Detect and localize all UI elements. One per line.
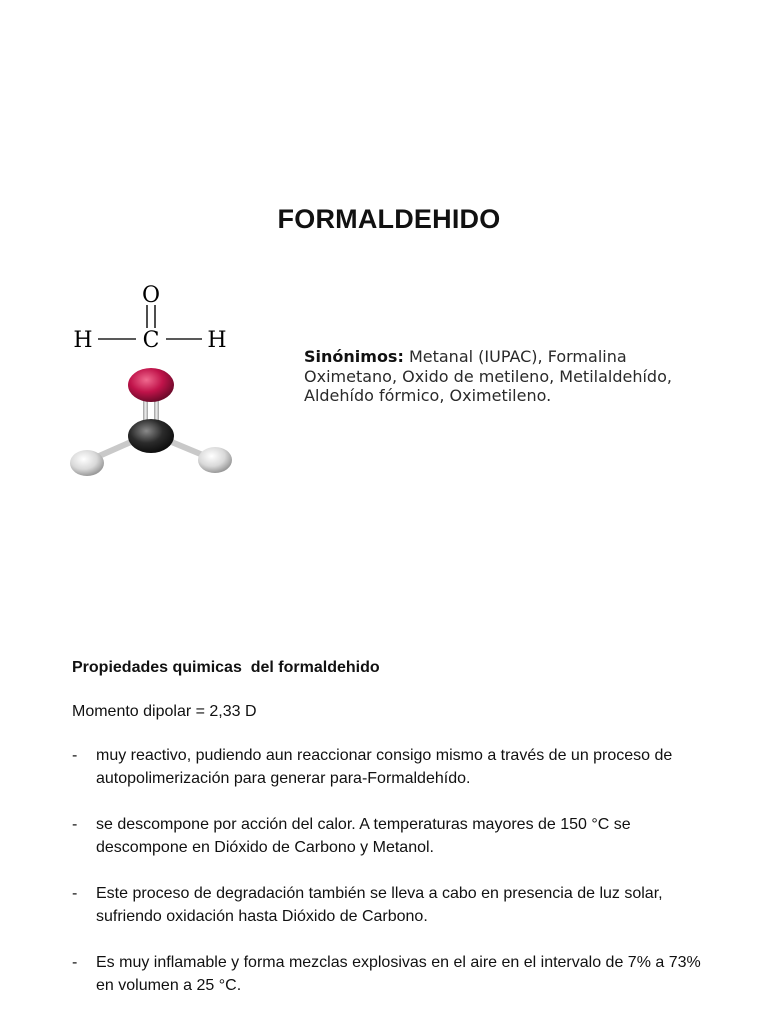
bullet-dash: -: [72, 747, 78, 764]
hydrogen-ball: [198, 447, 232, 473]
property-text: Este proceso de degradación también se lleva a cabo en presencia de luz solar, sufriendo oxidación hasta Dióxido de Carbono.: [96, 885, 663, 925]
page-title: FORMALDEHIDO: [277, 204, 501, 234]
properties-section: [72, 656, 712, 1020]
bullet-dash: -: [72, 885, 78, 902]
hydrogen-left-symbol: H: [73, 328, 93, 353]
hydrogen-ball: [70, 450, 104, 476]
property-item: [72, 882, 712, 928]
property-text: Es muy inflamable y forma mezclas explosivas en el aire en el intervalo de 7% a 73% en volumen a 25 °C.: [96, 954, 701, 994]
property-item: [72, 951, 712, 997]
carbon-ball: [128, 419, 174, 453]
formaldehyde-structure: [62, 278, 247, 488]
property-text: se descompone por acción del calor. A temperaturas mayores de 150 °C se descompone en Dióxido de Carbono y Metanol.: [96, 816, 631, 856]
bullet-dash: -: [72, 954, 78, 971]
oxygen-ball: [128, 368, 174, 402]
dipole-moment: Momento dipolar = 2,33 D: [72, 703, 257, 720]
hydrogen-right-symbol: H: [207, 328, 227, 353]
synonyms-block: [304, 347, 724, 406]
properties-heading: Propiedades quimicas del formaldehido: [72, 659, 380, 676]
oxygen-symbol: O: [141, 283, 161, 308]
property-text: muy reactivo, pudiendo aun reaccionar consigo mismo a través de un proceso de autopolimerización para generar para-Formaldehído.: [96, 747, 673, 787]
property-item: [72, 744, 712, 790]
bullet-dash: -: [72, 816, 78, 833]
property-item: [72, 813, 712, 859]
synonyms-label: Sinónimos:: [304, 347, 404, 366]
synonyms-text: Metanal (IUPAC), Formalina Oximetano, Oxido de metileno, Metilaldehído, Aldehído fórmico, Oximetileno.: [304, 347, 672, 405]
carbon-symbol: C: [142, 328, 160, 353]
